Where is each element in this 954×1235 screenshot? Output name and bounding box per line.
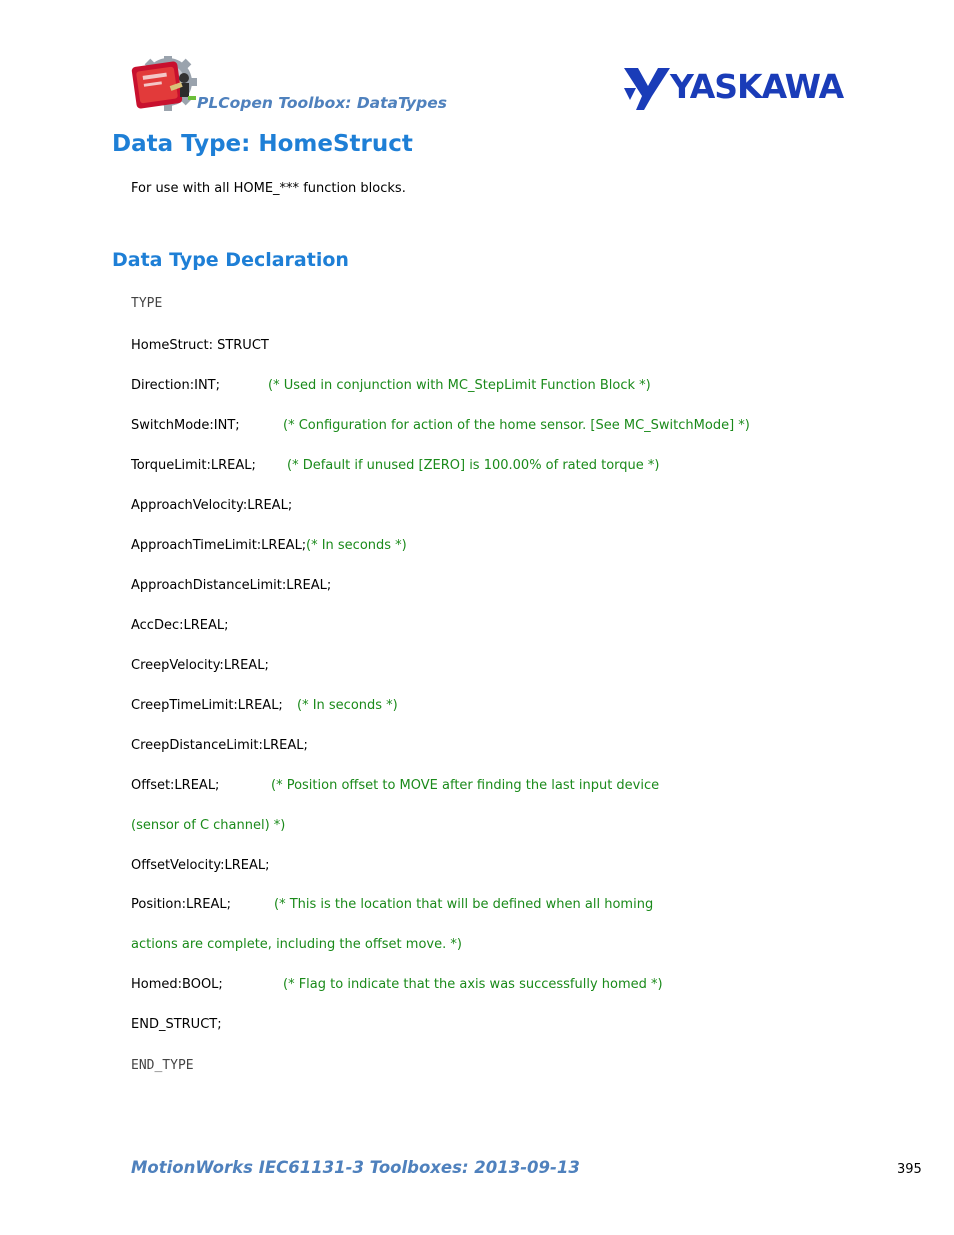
- code-declaration: TYPE: [131, 296, 163, 311]
- code-comment: actions are complete, including the offset move. *): [131, 937, 462, 952]
- section-heading: Data Type Declaration: [112, 249, 349, 271]
- code-declaration: END_STRUCT;: [131, 1017, 222, 1032]
- code-comment: (* In seconds *): [297, 698, 398, 713]
- code-comment: (* Position offset to MOVE after finding the last input device: [271, 778, 660, 793]
- code-declaration: CreepDistanceLimit:LREAL;: [131, 738, 308, 753]
- code-comment: (* Configuration for action of the home sensor. [See MC_SwitchMode] *): [283, 418, 750, 433]
- code-comment: (* Used in conjunction with MC_StepLimit Function Block *): [268, 378, 651, 393]
- header-subtitle: PLCopen Toolbox: DataTypes: [197, 94, 447, 112]
- code-declaration: END_TYPE: [131, 1058, 194, 1073]
- intro-text: For use with all HOME_*** function blocks.: [131, 181, 406, 196]
- code-declaration: OffsetVelocity:LREAL;: [131, 858, 270, 873]
- brand-text: YASKAWA: [670, 67, 844, 106]
- yaskawa-logo: [622, 66, 844, 112]
- code-declaration: CreepVelocity:LREAL;: [131, 658, 269, 673]
- code-declaration: TorqueLimit:LREAL;: [131, 458, 256, 473]
- footer-title: MotionWorks IEC61131-3 Toolboxes: 2013-09-13: [131, 1158, 580, 1177]
- code-declaration: AccDec:LREAL;: [131, 618, 229, 633]
- code-declaration: ApproachTimeLimit:LREAL;: [131, 538, 307, 553]
- code-declaration: Offset:LREAL;: [131, 778, 220, 793]
- code-declaration: Direction:INT;: [131, 378, 220, 393]
- code-declaration: ApproachDistanceLimit:LREAL;: [131, 578, 332, 593]
- plcopen-logo: [130, 56, 200, 112]
- code-comment: (* In seconds *): [306, 538, 407, 553]
- code-comment: (* This is the location that will be defined when all homing: [274, 897, 654, 912]
- page-title: Data Type: HomeStruct: [112, 131, 413, 157]
- code-declaration: ApproachVelocity:LREAL;: [131, 498, 293, 513]
- code-comment: (sensor of C channel) *): [131, 818, 286, 833]
- code-comment: (* Default if unused [ZERO] is 100.00% of rated torque *): [287, 458, 660, 473]
- code-declaration: Homed:BOOL;: [131, 977, 223, 992]
- code-declaration: CreepTimeLimit:LREAL;: [131, 698, 283, 713]
- code-declaration: SwitchMode:INT;: [131, 418, 240, 433]
- code-comment: (* Flag to indicate that the axis was successfully homed *): [283, 977, 663, 992]
- page-number: 395: [897, 1162, 922, 1177]
- code-declaration: HomeStruct: STRUCT: [131, 338, 269, 353]
- code-declaration: Position:LREAL;: [131, 897, 232, 912]
